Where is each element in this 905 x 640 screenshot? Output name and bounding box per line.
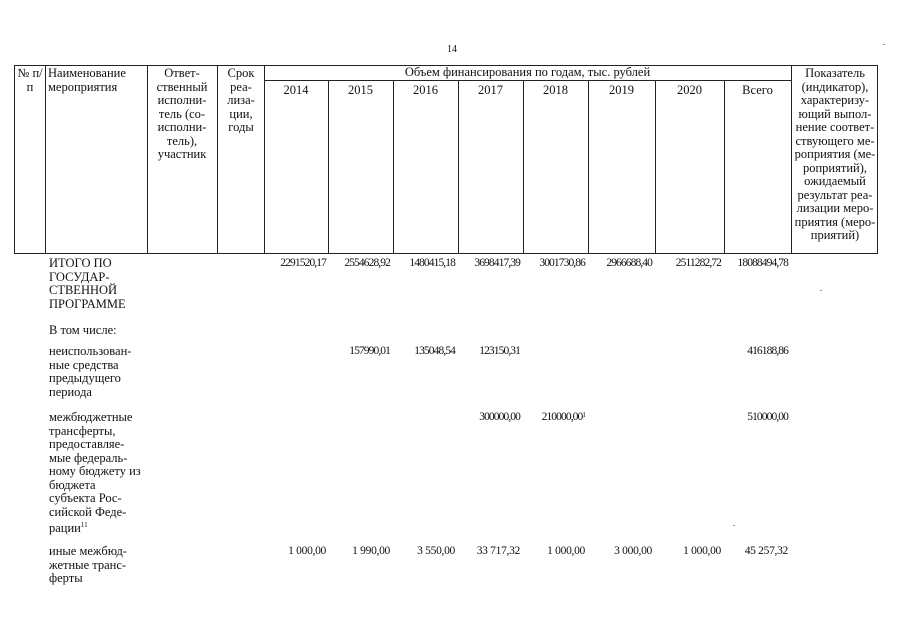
total-2014: 2291520,17	[280, 257, 326, 269]
footnote-ref: 11	[80, 521, 88, 529]
header-year: 2014	[283, 83, 309, 97]
col-rule	[655, 80, 656, 254]
other-2015: 1 990,00	[352, 545, 390, 557]
footnote-ref: 1	[582, 411, 585, 419]
total-2017: 3698417,39	[474, 257, 520, 269]
col-rule	[147, 65, 148, 254]
header-year: 2018	[543, 83, 568, 97]
other-2016: 3 550,00	[417, 545, 455, 557]
header-responsible: Ответ-ственный исполни-тель (со-исполни-тель), участник	[156, 66, 208, 161]
header-year: 2020	[677, 83, 702, 97]
scan-speck	[733, 525, 735, 526]
header-funding: Объем финансирования по годам, тыс. рублей	[404, 65, 651, 79]
col-rule	[877, 65, 878, 254]
header-term: Срок реа-лиза-ции, годы	[227, 66, 255, 134]
header-total: Всего	[742, 83, 773, 97]
col-rule	[523, 80, 524, 254]
col-rule	[328, 80, 329, 254]
total-2016: 1480415,18	[409, 257, 455, 269]
total-2015: 2554628,92	[344, 257, 390, 269]
scan-speck	[883, 44, 885, 45]
row-label-including: В том числе:	[49, 323, 117, 337]
col-rule	[393, 80, 394, 254]
header-year: 2019	[609, 83, 634, 97]
col-rule	[458, 80, 459, 254]
row-label-interbudget-transfers	[49, 411, 145, 536]
header-year: 2016	[413, 83, 438, 97]
funding-header-divider	[264, 80, 791, 81]
other-all: 45 257,32	[744, 545, 788, 557]
total-2018: 3001730,86	[539, 257, 585, 269]
col-rule	[217, 65, 218, 254]
col-rule	[45, 65, 46, 254]
header-year: 2017	[478, 83, 503, 97]
header-name: Наименование мероприятия	[48, 66, 126, 94]
other-2019: 3 000,00	[614, 545, 652, 557]
interbudget-2017: 300000,00	[479, 411, 520, 423]
unused-2015: 157990,01	[349, 345, 390, 357]
total-2020: 2511282,72	[675, 257, 721, 269]
total-all: 18088494,78	[737, 257, 788, 269]
unused-all: 416188,86	[747, 345, 788, 357]
interbudget-2018-value: 210000,00	[541, 411, 583, 423]
col-rule	[588, 80, 589, 254]
header-indicator: Показатель (индикатор), характеризу-ющий выпол-нение соответ-ствующего ме-роприятия (ме-роприятий), ожидаемый результат реа-лизации меро-приятия (меро-приятий)	[794, 66, 876, 242]
interbudget-all: 510000,00	[747, 411, 788, 423]
row-label-text: межбюджетные трансферты, предоставляе-мые федераль-ному бюджету из бюджета субъекта Рос-сийской Феде-рации	[49, 410, 141, 536]
row-label-unused-funds: неиспользован-ные средства предыдущего периода	[49, 344, 132, 399]
other-2020: 1 000,00	[683, 545, 721, 557]
unused-2016: 135048,54	[414, 345, 455, 357]
scan-speck	[820, 290, 822, 291]
page-number: 14	[447, 44, 457, 55]
col-rule	[724, 80, 725, 254]
row-label-total: ИТОГО ПО ГОСУДАР-СТВЕННОЙ ПРОГРАММЕ	[49, 256, 126, 311]
header-num: № п/п	[17, 66, 43, 94]
row-label-other-transfers: иные межбюд-жетные транс-ферты	[49, 544, 127, 585]
header-bottom-border	[14, 253, 878, 254]
other-2018: 1 000,00	[547, 545, 585, 557]
unused-2017: 123150,31	[479, 345, 520, 357]
other-2017: 33 717,32	[476, 545, 520, 557]
other-2014: 1 000,00	[288, 545, 326, 557]
col-rule	[791, 65, 792, 254]
total-2019: 2966688,40	[606, 257, 652, 269]
interbudget-2018	[523, 411, 585, 423]
header-year: 2015	[348, 83, 373, 97]
